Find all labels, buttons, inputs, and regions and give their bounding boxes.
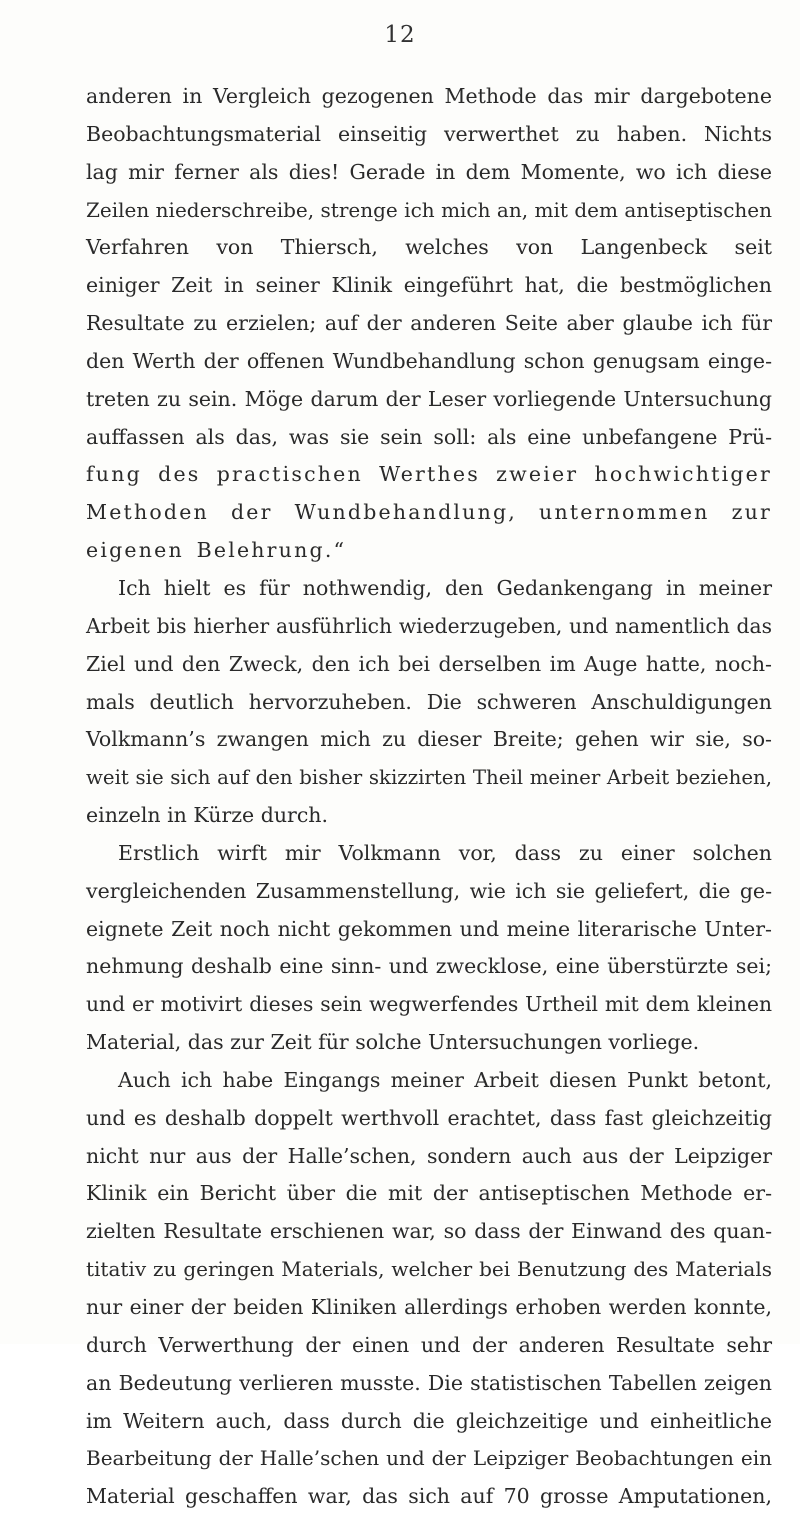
text-line: anderen in Vergleich gezogenen Methode das mir dargebotene — [86, 84, 772, 108]
text-line: Arbeit bis hierher ausführlich wiederzugeben, und namentlich das — [86, 613, 772, 638]
body-text — [86, 78, 772, 1516]
text-line: Klinik ein Bericht über die mit der antiseptischen Methode er- — [86, 1181, 772, 1206]
page-number: 12 — [384, 22, 416, 48]
text-line: mals deutlich hervorzuheben. Die schweren Anschuldigungen — [86, 689, 772, 714]
text-line: zielten Resultate erschienen war, so dass der Einwand des quan- — [86, 1219, 772, 1244]
text-line: Volkmann’s zwangen mich zu dieser Breite; gehen wir sie, so- — [86, 727, 772, 752]
text-line: Ich hielt es für nothwendig, den Gedankengang in meiner — [118, 575, 772, 600]
text-line: Verfahren von Thiersch, welches von Langenbeck seit — [86, 235, 772, 260]
text-line: Methoden der Wundbehandlung, unternommen zur — [86, 500, 772, 525]
text-line: weit sie sich auf den bisher skizzirten Theil meiner Arbeit beziehen, — [86, 766, 772, 790]
text-line: nur einer der beiden Kliniken allerdings erhoben werden konnte, — [86, 1295, 772, 1319]
text-line: Auch ich habe Eingangs meiner Arbeit diesen Punkt betont, — [118, 1067, 772, 1092]
text-line: Material geschaffen war, das sich auf 70 grosse Amputationen, — [86, 1484, 772, 1509]
text-line: Ziel und den Zweck, den ich bei derselben im Auge hatte, noch- — [86, 651, 772, 676]
text-line: auffassen als das, was sie sein soll: als eine unbefangene Prü- — [86, 424, 772, 449]
text-line: Erstlich wirft mir Volkmann vor, dass zu einer solchen — [118, 840, 772, 865]
text-line: durch Verwerthung der einen und der anderen Resultate sehr — [86, 1332, 772, 1357]
text-line: im Weitern auch, dass durch die gleichzeitige und einheitliche — [86, 1408, 772, 1433]
text-line: fung des practischen Werthes zweier hochwichtiger — [86, 462, 772, 487]
text-line: eignete Zeit noch nicht gekommen und meine literarische Unter- — [86, 916, 772, 941]
text-line: Material, das zur Zeit für solche Untersuchungen vorliege. — [86, 1030, 700, 1055]
text-line: treten zu sein. Möge darum der Leser vorliegende Untersuchung — [86, 386, 772, 411]
text-line: und er motivirt dieses sein wegwerfendes Urtheil mit dem kleinen — [86, 992, 772, 1017]
text-line: Resultate zu erzielen; auf der anderen Seite aber glaube ich für — [86, 311, 772, 336]
text-line: eigenen Belehrung.“ — [86, 538, 347, 563]
text-line: vergleichenden Zusammenstellung, wie ich sie geliefert, die ge- — [86, 878, 772, 903]
text-line: einiger Zeit in seiner Klinik eingeführt hat, die bestmöglichen — [86, 273, 772, 298]
text-line: nehmung deshalb eine sinn- und zwecklose, eine überstürzte sei; — [86, 954, 772, 979]
text-line: nicht nur aus der Halle’schen, sondern auch aus der Leipziger — [86, 1143, 772, 1168]
text-line: einzeln in Kürze durch. — [86, 803, 329, 828]
text-line: Beobachtungsmaterial einseitig verwerthet zu haben. Nichts — [86, 121, 772, 146]
text-line: Bearbeitung der Halle’schen und der Leipziger Beobachtungen ein — [86, 1446, 772, 1471]
text-line: Zeilen niederschreibe, strenge ich mich an, mit dem antiseptischen — [86, 197, 772, 222]
text-line: an Bedeutung verlieren musste. Die statistischen Tabellen zeigen — [86, 1370, 772, 1395]
text-line: lag mir ferner als dies! Gerade in dem Momente, wo ich diese — [86, 159, 772, 184]
text-line: titativ zu geringen Materials, welcher bei Benutzung des Materials — [86, 1257, 772, 1282]
text-line: den Werth der offenen Wundbehandlung schon genugsam einge- — [86, 348, 772, 373]
text-line: und es deshalb doppelt werthvoll erachtet, dass fast gleichzeitig — [86, 1105, 772, 1130]
